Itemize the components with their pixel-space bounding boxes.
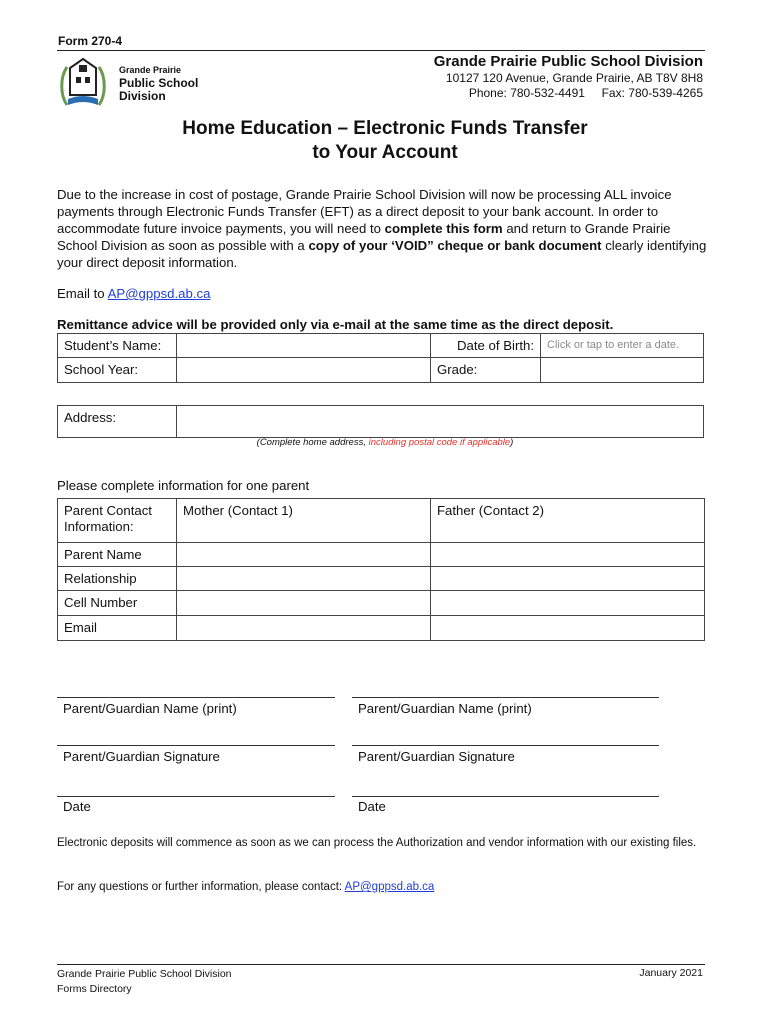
school-year-input[interactable]	[176, 357, 431, 383]
org-name: Grande Prairie Public School Division	[433, 53, 703, 70]
footer-directory: Forms Directory	[57, 983, 132, 995]
logo-wordmark	[119, 64, 198, 103]
form-number: Form 270-4	[58, 34, 123, 48]
grade-label: Grade:	[430, 357, 541, 383]
intro-bold-1: complete this form	[384, 221, 503, 236]
parent-section-intro: Please complete information for one parent	[57, 478, 310, 493]
address-note-highlight: including postal code if applicable	[368, 437, 511, 448]
parent-name-label: Parent Name	[57, 542, 177, 567]
title-line1: Home Education – Electronic Funds Transfer	[182, 118, 588, 139]
title-line2: to Your Account	[312, 142, 458, 163]
intro-text-1: Due to the increase in cost of postage, Grande Prairie School Division will now be processing ALL invoice payments through Electronic Funds Transfer (EFT) as a direct deposit to your bank account. In order to accommodate future invoice payments, you will need to	[57, 187, 672, 236]
guardian1-date-line[interactable]	[57, 796, 335, 797]
mother-relationship-input[interactable]	[176, 566, 431, 591]
org-address: 10127 120 Avenue, Grande Prairie, AB T8V 8H8	[445, 71, 703, 85]
contact-email-link[interactable]: AP@gppsd.ab.ca	[344, 881, 435, 893]
dob-label: Date of Birth:	[430, 333, 541, 358]
page-title	[0, 117, 770, 165]
guardian1-signature-label: Parent/Guardian Signature	[63, 749, 220, 764]
address-label: Address:	[57, 405, 177, 438]
guardian2-date-line[interactable]	[352, 796, 659, 797]
mother-column-header: Mother (Contact 1)	[176, 498, 431, 543]
dob-date-picker[interactable]: Click or tap to enter a date.	[540, 333, 704, 358]
father-relationship-input[interactable]	[430, 566, 705, 591]
student-name-label: Student’s Name:	[57, 333, 177, 358]
guardian2-name-label: Parent/Guardian Name (print)	[358, 701, 532, 716]
guardian2-date-label: Date	[358, 799, 386, 814]
student-name-input[interactable]	[176, 333, 431, 358]
father-email-input[interactable]	[430, 615, 705, 641]
father-cell-input[interactable]	[430, 590, 705, 616]
remittance-note: Remittance advice will be provided only via e-mail at the same time as the direct deposit.	[57, 317, 614, 332]
parent-contact-header: Parent Contact Information:	[57, 498, 177, 543]
email-label-row: Email	[57, 615, 177, 641]
email-link[interactable]: AP@gppsd.ab.ca	[107, 286, 211, 301]
intro-bold-2: copy of your ‘VOID” cheque or bank document	[308, 238, 602, 253]
guardian2-name-line[interactable]	[352, 697, 659, 698]
guardian2-signature-line[interactable]	[352, 745, 659, 746]
relationship-label: Relationship	[57, 566, 177, 591]
guardian1-date-label: Date	[63, 799, 91, 814]
logo-line1: Grande Prairie	[119, 65, 182, 75]
father-name-input[interactable]	[430, 542, 705, 567]
email-label: Email to	[57, 286, 108, 301]
contact-note-text: For any questions or further information, please contact:	[57, 881, 345, 893]
mother-cell-input[interactable]	[176, 590, 431, 616]
address-input[interactable]	[176, 405, 704, 438]
mother-email-input[interactable]	[176, 615, 431, 641]
address-note	[0, 437, 770, 448]
logo-line2: Public School	[119, 76, 199, 90]
deposits-note: Electronic deposits will commence as soon as we can process the Authorization and vendor information with our existing files.	[57, 837, 697, 849]
guardian1-signature-line[interactable]	[57, 745, 335, 746]
school-year-label: School Year:	[57, 357, 177, 383]
footer-divider	[57, 964, 705, 965]
header-divider	[57, 50, 705, 51]
org-phone-fax: Phone: 780-532-4491 Fax: 780-539-4265	[468, 86, 703, 100]
intro-paragraph	[57, 186, 707, 271]
intro-text-2: and return to Grande Prairie School Division as soon as possible with a	[57, 221, 671, 253]
contact-note	[57, 880, 707, 895]
footer-org: Grande Prairie Public School Division	[57, 968, 232, 980]
guardian1-name-line[interactable]	[57, 697, 335, 698]
footer-date: January 2021	[639, 967, 703, 979]
grade-input[interactable]	[540, 357, 704, 383]
footer-left	[57, 967, 232, 997]
father-column-header: Father (Contact 2)	[430, 498, 705, 543]
mother-name-input[interactable]	[176, 542, 431, 567]
email-instruction	[57, 286, 210, 301]
address-note-open: (Complete home address,	[256, 437, 369, 448]
guardian2-signature-label: Parent/Guardian Signature	[358, 749, 515, 764]
address-note-close: )	[510, 437, 514, 448]
intro-text-3: clearly identifying your direct deposit information.	[57, 238, 707, 270]
school-division-logo-icon	[58, 55, 108, 111]
cell-number-label: Cell Number	[57, 590, 177, 616]
logo-line3: Division	[119, 89, 166, 103]
guardian1-name-label: Parent/Guardian Name (print)	[63, 701, 237, 716]
